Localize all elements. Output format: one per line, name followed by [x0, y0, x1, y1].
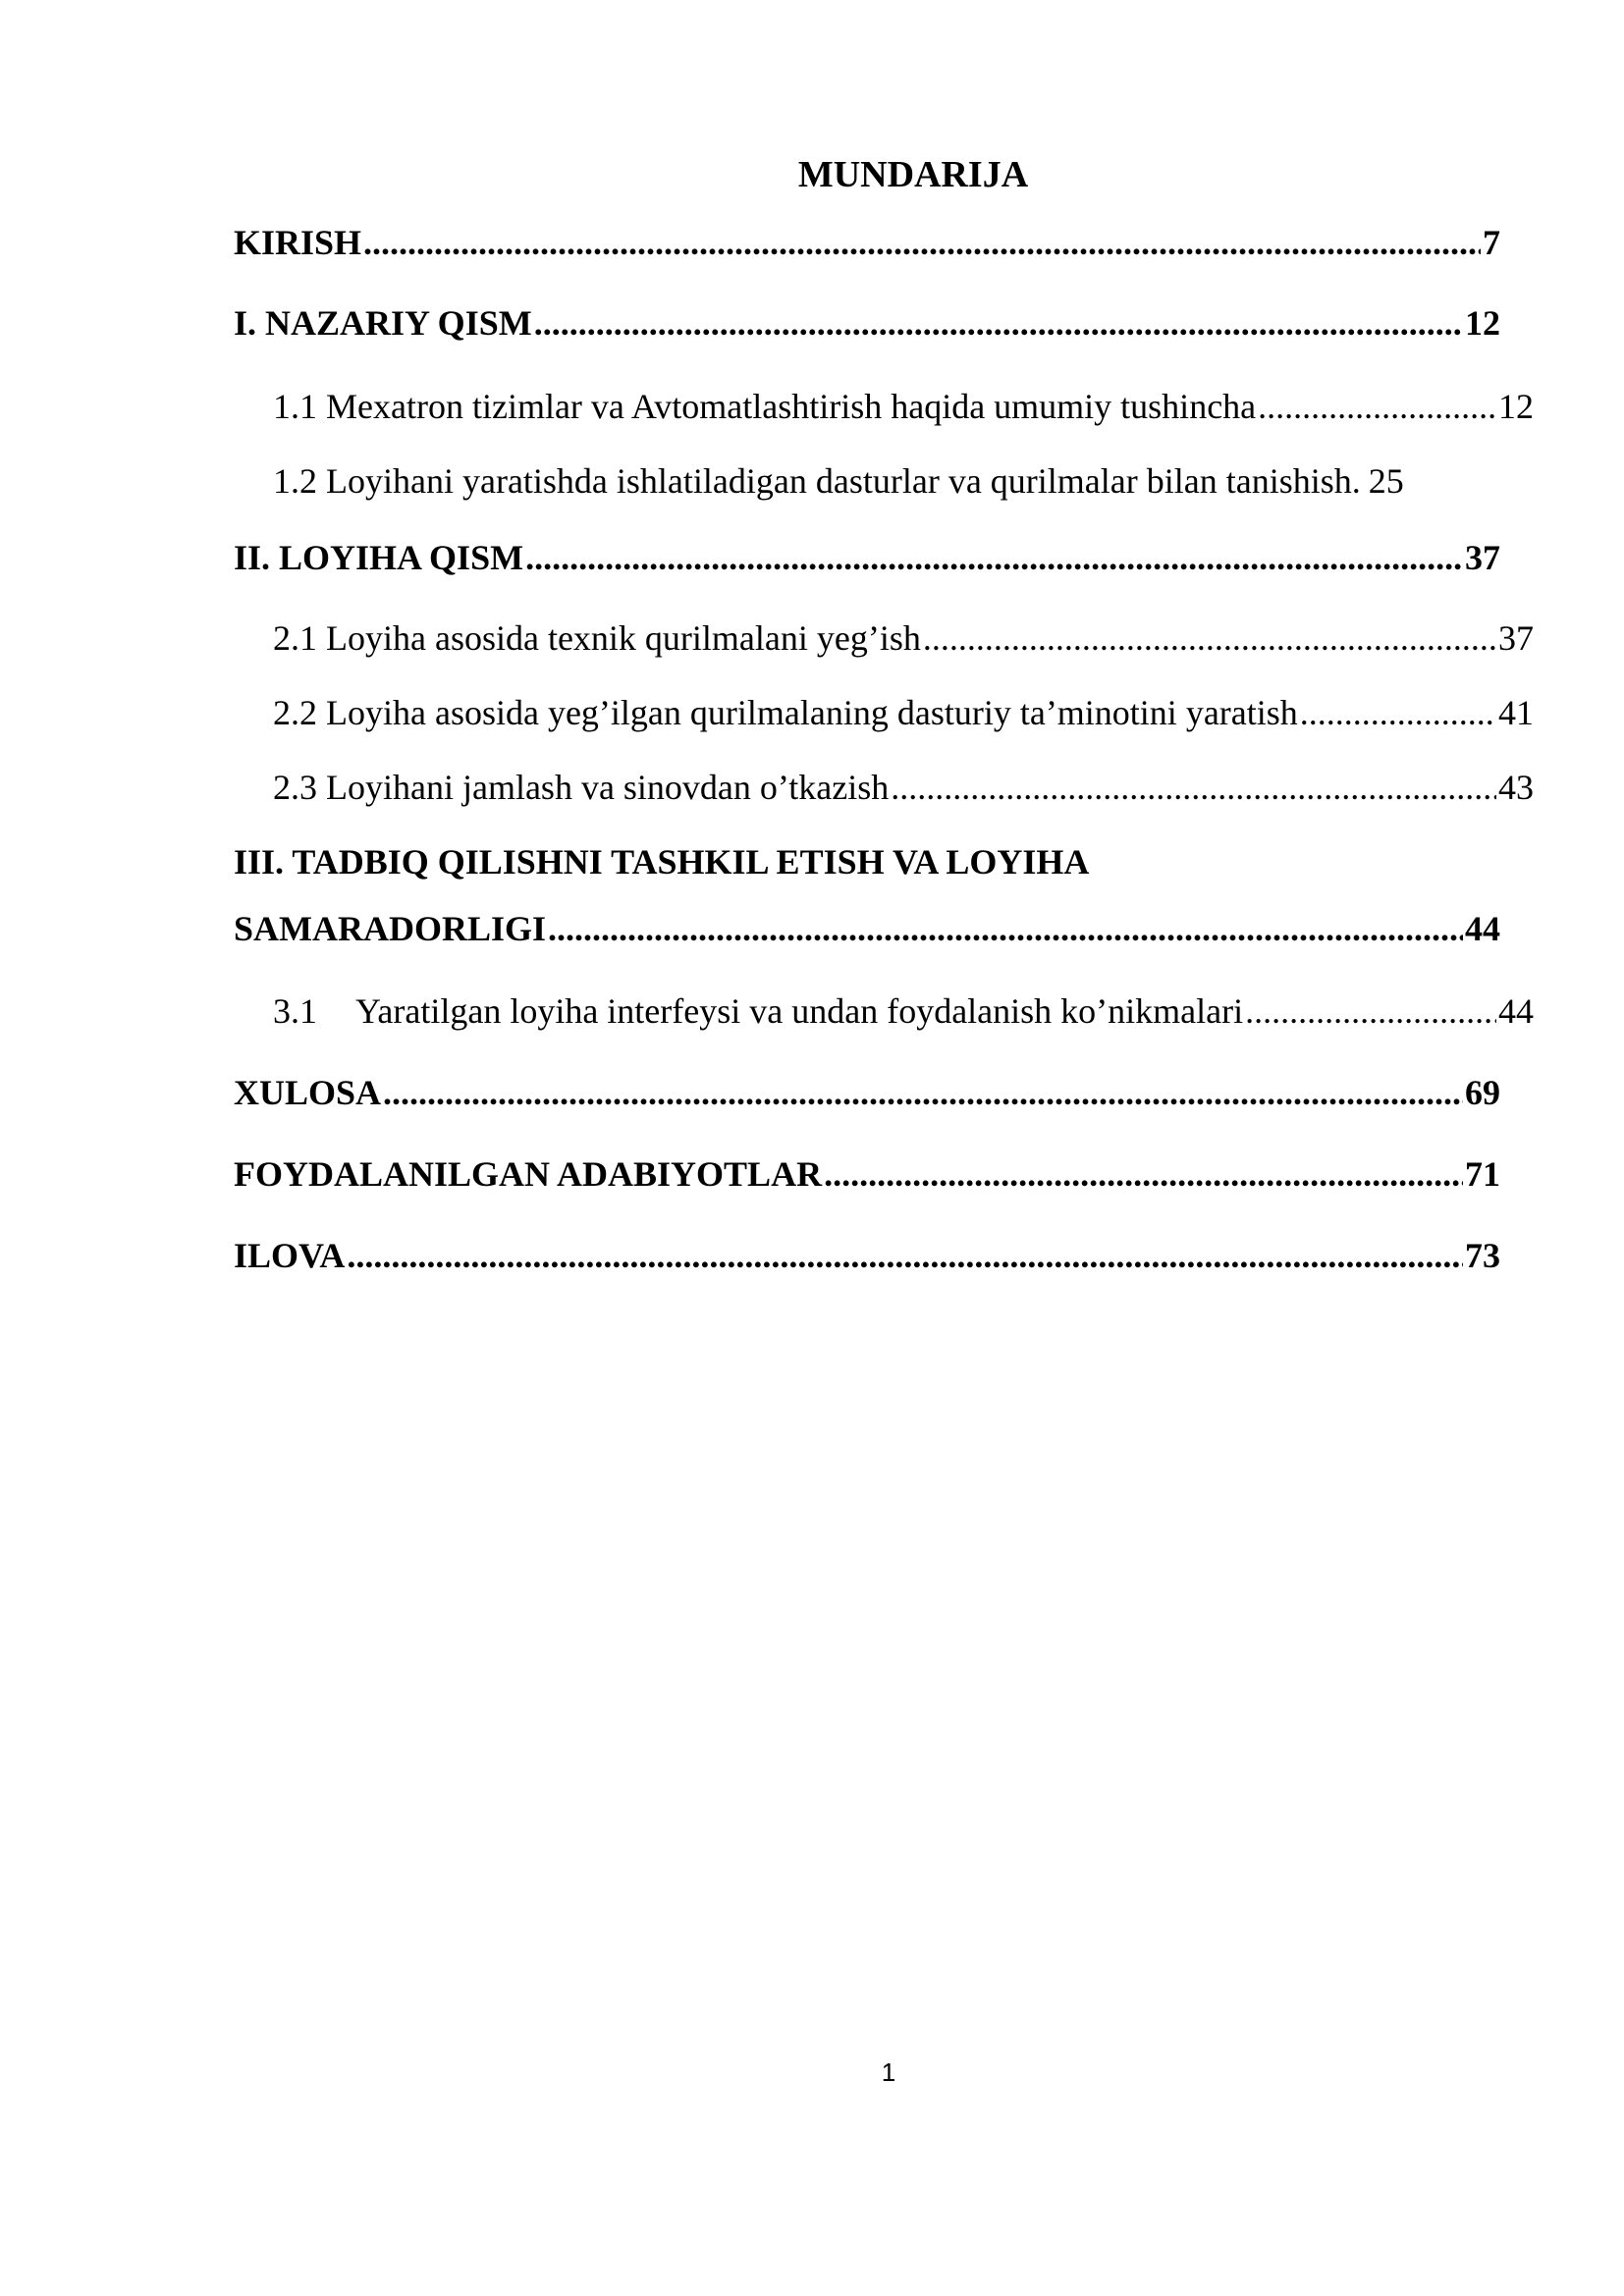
toc-entry-3-1[interactable] — [273, 989, 1534, 1033]
dot-leader — [363, 221, 1481, 264]
toc-entry-2-1[interactable] — [273, 616, 1534, 660]
toc-entry-page: 44 — [1498, 991, 1534, 1031]
toc-entry-label: ILOVA — [234, 1236, 346, 1275]
page-number: 1 — [881, 2057, 896, 2087]
toc-entry-ilova[interactable] — [234, 1234, 1500, 1277]
toc-entry-nazariy-qism[interactable] — [234, 301, 1500, 345]
toc-entry-label: XULOSA — [234, 1073, 382, 1112]
toc-entry-page: 7 — [1483, 223, 1500, 262]
toc-entry-loyiha-qism[interactable] — [234, 536, 1500, 579]
dot-leader — [923, 616, 1496, 660]
toc-entry-page: 73 — [1465, 1236, 1500, 1275]
toc-entry-page: 43 — [1498, 768, 1534, 807]
toc-entry-1-2[interactable] — [273, 459, 1534, 503]
dot-leader — [891, 766, 1496, 809]
toc-entry-tadbiq-line2[interactable] — [234, 907, 1500, 950]
toc-entry-label: 2.3 Loyihani jamlash va sinovdan o’tkazish — [273, 768, 890, 807]
toc-entry-number: 3.1 — [273, 991, 317, 1031]
dot-leader — [347, 1234, 1463, 1277]
toc-entry-label: 1.2 Loyihani yaratishda ishlatiladigan dasturlar va qurilmalar bilan tanishish. — [273, 461, 1361, 501]
toc-entry-page: 25 — [1368, 461, 1404, 501]
dot-leader — [1258, 385, 1496, 428]
toc-entry-label: Yaratilgan loyiha interfeysi va undan foydalanish ko’nikmalari — [355, 991, 1244, 1031]
toc-entry-xulosa[interactable] — [234, 1071, 1500, 1114]
toc-entry-page: 37 — [1498, 618, 1534, 658]
toc-title: MUNDARIJA — [797, 154, 1029, 195]
toc-entry-label: SAMARADORLIGI — [234, 909, 547, 948]
dot-leader — [383, 1071, 1463, 1114]
dot-leader — [1300, 691, 1496, 734]
toc-entry-label: 1.1 Mexatron tizimlar va Avtomatlashtirish haqida umumiy tushincha — [273, 387, 1257, 426]
toc-entry-page: 69 — [1465, 1073, 1500, 1112]
toc-entry-label: II. LOYIHA QISM — [234, 538, 524, 577]
toc-entry-page: 71 — [1465, 1154, 1500, 1194]
toc-entry-page: 12 — [1465, 303, 1500, 343]
toc-entry-kirish[interactable] — [234, 221, 1500, 264]
toc-entry-label: KIRISH — [234, 223, 362, 262]
dot-leader — [1245, 989, 1496, 1033]
toc-entry-label: FOYDALANILGAN ADABIYOTLAR — [234, 1154, 823, 1194]
dot-leader — [525, 536, 1463, 579]
toc-entry-label: 2.2 Loyiha asosida yeg’ilgan qurilmalaning dasturiy ta’minotini yaratish — [273, 693, 1298, 732]
toc-entry-adabiyotlar[interactable] — [234, 1152, 1500, 1196]
toc-entry-label-wrap — [273, 989, 1243, 1033]
toc-entry-page: 41 — [1498, 693, 1534, 732]
toc-entry-tadbiq-line1[interactable]: III. TADBIQ QILISHNI TASHKIL ETISH VA LOYIHA — [234, 842, 1090, 881]
toc-entry-page: 37 — [1465, 538, 1500, 577]
toc-entry-2-2[interactable] — [273, 691, 1534, 734]
toc-entry-page: 44 — [1465, 909, 1500, 948]
toc-entry-1-1[interactable] — [273, 385, 1534, 428]
dot-leader — [824, 1152, 1463, 1196]
dot-leader — [534, 301, 1463, 345]
toc-entry-2-3[interactable] — [273, 766, 1534, 809]
toc-entry-label: I. NAZARIY QISM — [234, 303, 532, 343]
toc-entry-label: 2.1 Loyiha asosida texnik qurilmalani yeg’ish — [273, 618, 921, 658]
toc-entry-page: 12 — [1498, 387, 1534, 426]
dot-leader — [548, 907, 1463, 950]
